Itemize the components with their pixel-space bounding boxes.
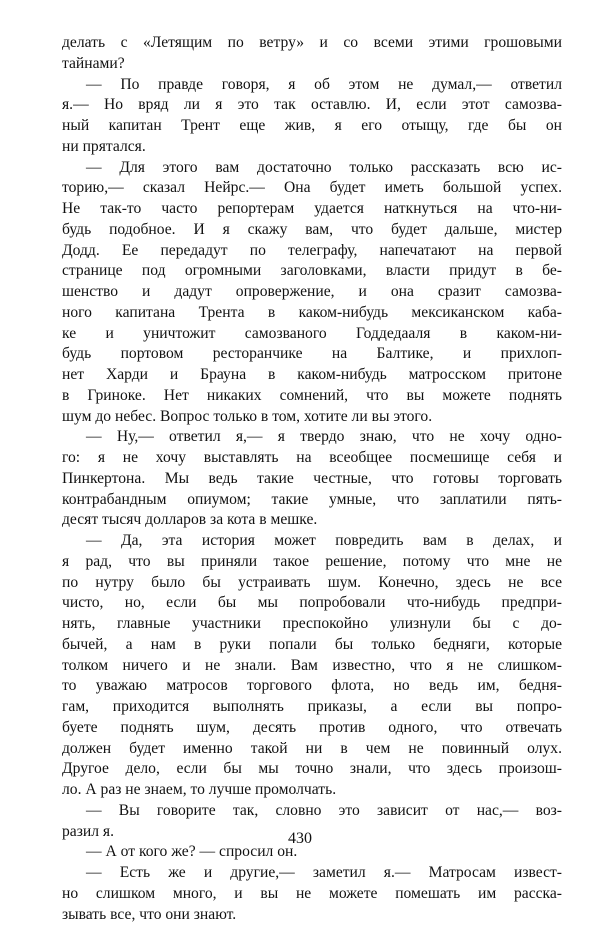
text-line: странице под огромными заголовками, власти придут в бе- [62,261,562,282]
text-line: Другое дело, если бы мы точно знали, что здесь произош- [62,759,562,780]
text-line: ного капитана Трента в каком-нибудь мексиканском каба- [62,303,562,324]
paragraph [62,531,562,801]
text-line: я рад, что вы приняли такое решение, потому что мне не [62,552,562,573]
paragraph [62,863,562,925]
text-line: нет Харди и Брауна в каком-нибудь матросском притоне [62,365,562,386]
text-line: ло. А раз не знаем, то лучше промолчать. [62,780,562,801]
text-line: разил я. [62,822,562,843]
text-line: буете поднять шум, десять против одного, что отвечать [62,718,562,739]
paragraph [62,75,562,158]
page-number: 430 [0,830,600,848]
text-line: бычей, а нам в руки попали бы только бедняги, которые [62,635,562,656]
text-line: будь портовом ресторанчике на Балтике, и прихлоп- [62,344,562,365]
text-line: тайнами? [62,54,562,75]
text-line: в Гриноке. Нет никаких сомнений, что вы можете поднять [62,386,562,407]
text-line: — А от кого же? — спросил он. [62,842,562,863]
text-line: ке и уничтожит самозваного Годдедааля в каком-ни- [62,324,562,345]
text-line: гам, приходится выполнять приказы, а если вы попро- [62,697,562,718]
page-body [62,33,562,925]
text-line: десят тысяч долларов за кота в мешке. [62,510,562,531]
text-line: — Ну,— ответил я,— я твердо знаю, что не хочу одно- [62,427,562,448]
text-line: Не так-то часто репортерам удается наткнуться на что-ни- [62,199,562,220]
text-line: но слишком много, и вы не можете помешать им расска- [62,884,562,905]
text-line: то уважаю матросов торгового флота, но ведь им, бедня- [62,676,562,697]
text-line: по нутру было бы устраивать шум. Конечно, здесь не все [62,573,562,594]
text-line: — Для этого вам достаточно только рассказать всю ис- [62,158,562,179]
text-line: — Вы говорите так, словно это зависит от нас,— воз- [62,801,562,822]
text-line: должен будет именно такой ни в чем не повинный олух. [62,739,562,760]
text-line: контрабандным опиумом; такие умные, что заплатили пять- [62,490,562,511]
text-line: ный капитан Трент еще жив, я его отыщу, где бы он [62,116,562,137]
text-line: шенство и дадут опровержение, и она сразит самозва- [62,282,562,303]
text-line: толком ничего и не знали. Вам известно, что я не слишком- [62,656,562,677]
text-line: шум до небес. Вопрос только в том, хотите ли вы этого. [62,407,562,428]
text-line: чисто, но, если бы мы попробовали что-нибудь предпри- [62,593,562,614]
text-line: будь подобное. И я скажу вам, что будет дальше, мистер [62,220,562,241]
paragraph [62,33,562,75]
text-line: — По правде говоря, я об этом не думал,— ответил [62,75,562,96]
text-line: зывать все, что они знают. [62,905,562,925]
text-line: нять, главные участники преспокойно улизнули бы с до- [62,614,562,635]
text-line: — Да, эта история может повредить вам в делах, и [62,531,562,552]
text-line: ни прятался. [62,137,562,158]
paragraph [62,427,562,531]
text-line: делать с «Летящим по ветру» и со всеми этими грошовыми [62,33,562,54]
text-line: Додд. Ее передадут по телеграфу, напечатают на первой [62,241,562,262]
paragraph [62,158,562,428]
text-line: я.— Но вряд ли я это так оставлю. И, если этот самозва- [62,95,562,116]
text-line: го: я не хочу выставлять на всеобщее посмешище себя и [62,448,562,469]
text-line: торию,— сказал Нейрс.— Она будет иметь большой успех. [62,178,562,199]
text-line: — Есть же и другие,— заметил я.— Матросам извест- [62,863,562,884]
text-line: Пинкертона. Мы ведь такие честные, что готовы торговать [62,469,562,490]
